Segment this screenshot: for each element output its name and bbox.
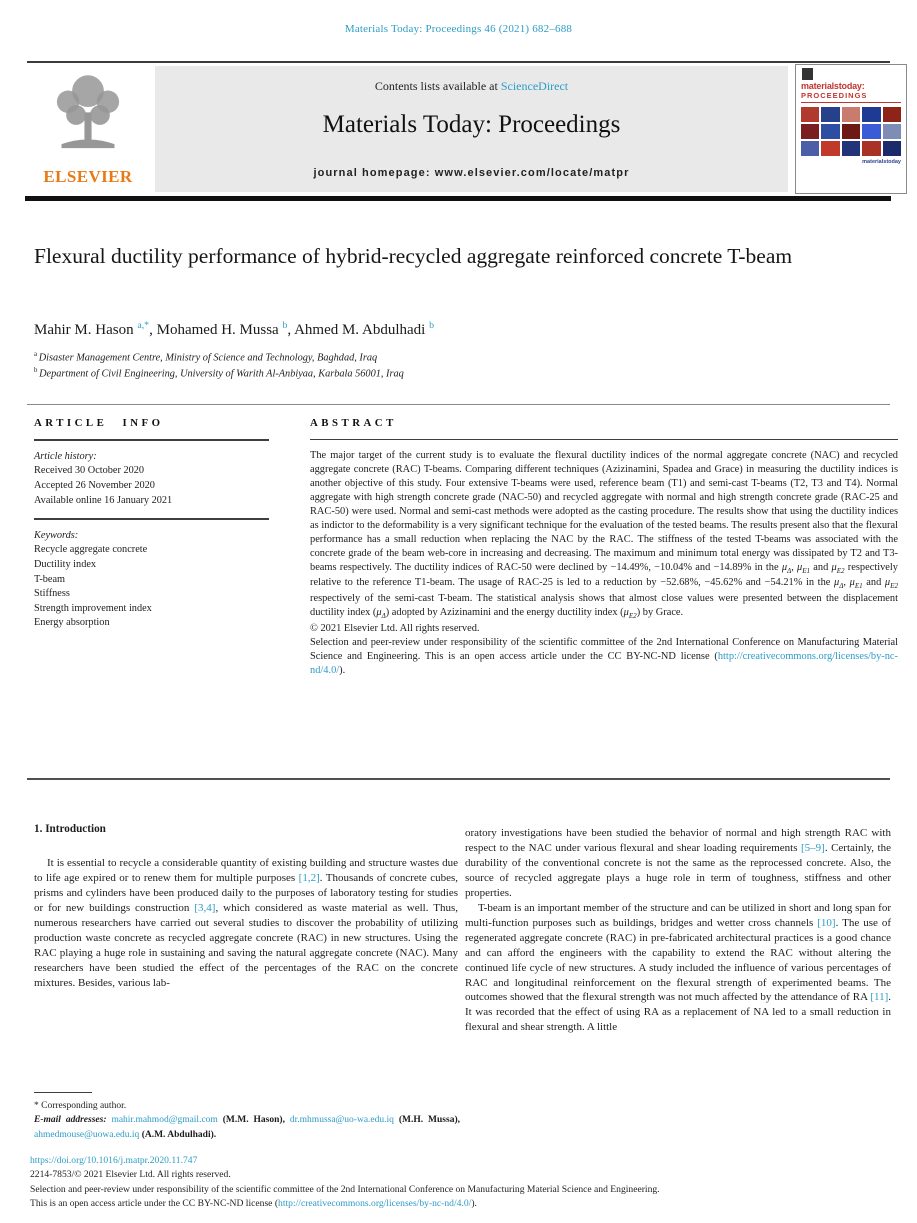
contents-line bbox=[155, 66, 788, 94]
intro-paragraph-right-1 bbox=[465, 826, 891, 901]
history-received: Received 30 October 2020 bbox=[34, 465, 145, 477]
cover-rule bbox=[801, 102, 901, 103]
cover-footer-text: materialstoday bbox=[862, 159, 901, 165]
cover-tile bbox=[883, 141, 901, 156]
cover-tile bbox=[801, 141, 819, 156]
cover-publisher-icon bbox=[802, 68, 813, 80]
text-segment: (M.H. Mussa), bbox=[393, 1115, 460, 1126]
inline-link[interactable]: b bbox=[429, 320, 434, 331]
text-segment: Department of Civil Engineering, University of Warith Al-Anbiyaa, Karbala 56001, Iraq bbox=[39, 368, 404, 380]
abstract-rule bbox=[310, 439, 898, 441]
inline-link[interactable]: a,* bbox=[137, 320, 150, 331]
inline-link[interactable]: [5–9] bbox=[801, 841, 825, 854]
text-segment: oratory investigations have been studied the behavior of normal and high strength RAC with respect to the NAC under various flexural and shear loading requirements bbox=[465, 827, 891, 854]
text-segment: E1 bbox=[854, 582, 863, 591]
issn-copyright-line: 2214-7853/© 2021 Elsevier Ltd. All rights reserved. bbox=[30, 1169, 231, 1181]
text-segment: μ bbox=[849, 577, 855, 589]
intro-paragraph-left bbox=[34, 856, 458, 991]
text-segment: μ bbox=[376, 607, 382, 619]
cover-tile bbox=[862, 107, 880, 122]
inline-link[interactable]: [10] bbox=[817, 916, 836, 929]
running-head-citation: Materials Today: Proceedings 46 (2021) 682–688 bbox=[344, 23, 573, 35]
inline-link[interactable]: http://creativecommons.org/licenses/by-nc-nd/4.0/ bbox=[310, 650, 898, 676]
keyword: Energy absorption bbox=[34, 617, 110, 629]
elsevier-wordmark: ELSEVIER bbox=[43, 167, 133, 186]
text-segment: ) by Grace. bbox=[636, 607, 684, 619]
elsevier-logo[interactable] bbox=[25, 70, 151, 190]
license-line bbox=[30, 1197, 894, 1211]
keyword: Stiffness bbox=[34, 588, 70, 600]
text-segment: , Mohamed H. Mussa bbox=[149, 322, 283, 338]
cover-title: materialstoday: bbox=[801, 81, 865, 91]
text-segment: b bbox=[34, 366, 40, 374]
text-segment: Selection and peer-review under responsibility of the scientific committee of the 2nd International Conference on Manufacturing Material Science and Engineering. This is an open access article under the CC BY-NC-ND license ( bbox=[310, 636, 898, 662]
cover-tile bbox=[842, 124, 860, 139]
text-segment: (M.M. Hason), bbox=[217, 1115, 290, 1126]
elsevier-tree-icon bbox=[45, 70, 131, 160]
text-segment: μ bbox=[623, 607, 629, 619]
article-history-label: Article history: bbox=[34, 450, 97, 462]
selection-line: Selection and peer-review under responsibility of the scientific committee of the 2nd International Conference on Manufacturing Material Science and Engineering. bbox=[30, 1183, 660, 1195]
affiliations bbox=[34, 350, 884, 382]
affiliation-b bbox=[34, 366, 884, 382]
text-segment: T-beam is an important member of the structure and can be utilized in short and long span for multi-function purposes such as buildings, bridges and wetter cross channels bbox=[465, 901, 891, 929]
article-title: Flexural ductility performance of hybrid-recycled aggregate reinforced concrete T-beam bbox=[34, 244, 793, 268]
cover-subtitle: PROCEEDINGS bbox=[801, 91, 868, 100]
top-divider bbox=[27, 61, 890, 63]
text-segment: ). bbox=[339, 664, 346, 676]
keywords-rule bbox=[34, 518, 269, 520]
text-segment: μ bbox=[781, 561, 788, 573]
inline-link[interactable]: dr.mhmussa@uo-wa.edu.iq bbox=[289, 1115, 394, 1126]
cover-tile bbox=[821, 107, 839, 122]
intro-left-column bbox=[34, 822, 458, 991]
keyword: T-beam bbox=[34, 573, 66, 585]
text-segment: Contents lists available at bbox=[374, 79, 501, 93]
cover-tile bbox=[883, 124, 901, 139]
email-addresses-line bbox=[34, 1113, 460, 1142]
text-segment: respectively relative to the reference T1-beam. The usage of RAC-25 is led to a reduction by −52.68%, −45.62% and −54.21% in the bbox=[310, 561, 899, 589]
section-heading-introduction: 1. Introduction bbox=[34, 823, 106, 835]
body-top-rule bbox=[27, 778, 890, 780]
author-list bbox=[34, 320, 884, 339]
cover-tile bbox=[801, 124, 819, 139]
journal-masthead bbox=[155, 66, 788, 192]
page-footer bbox=[30, 1154, 894, 1212]
abstract-heading: ABSTRACT bbox=[310, 417, 397, 429]
inline-link[interactable]: b bbox=[282, 320, 288, 331]
cover-tile bbox=[821, 141, 839, 156]
inline-link[interactable]: mahir.mahmod@gmail.com bbox=[111, 1115, 218, 1126]
history-available: Available online 16 January 2021 bbox=[34, 494, 173, 506]
text-segment: μ bbox=[834, 577, 840, 589]
text-segment: μ bbox=[884, 577, 891, 589]
inline-link[interactable]: [11] bbox=[870, 991, 889, 1004]
masthead-bottom-bar bbox=[25, 196, 891, 201]
journal-homepage-link[interactable]: journal homepage: www.elsevier.com/locate/matpr bbox=[313, 167, 630, 179]
text-segment: . The use of regenerated aggregate concrete (RAC) in pre-fabricated architectural practices is a good chance and can afford the engineers with the capability to extend the RAC without altering the continued life cycle of new structures. A study included the influence of various percentages of RAC and longitudinal reinforcement on the flexural strength of experimented beams. The outcomes showed that the flexural strength was not much affected by the attendance of RA bbox=[465, 916, 891, 1004]
journal-cover-thumbnail[interactable] bbox=[795, 64, 907, 194]
abstract-body bbox=[310, 449, 898, 622]
journal-title: Materials Today: Proceedings bbox=[322, 111, 621, 138]
keyword: Ductility index bbox=[34, 558, 97, 570]
text-segment: E2 bbox=[836, 566, 845, 575]
article-info-rule bbox=[34, 439, 269, 441]
text-segment: Δ bbox=[839, 582, 844, 591]
text-segment: , which considered as waste material as well. Thus, numerous researchers have carried out several studies to discover the probability of utilizing production waste concrete as recycled aggregate concrete (RAC) in new structures. Using the RAC playing a huge role in sustaining and saving the natural aggregate concrete (NAC). Many researchers have been studied the effect of the percentages of the RAC on the concrete mixtures. Besides, various lab- bbox=[34, 902, 458, 989]
text-segment: (A.M. Abdulhadi). bbox=[139, 1129, 217, 1140]
inline-link[interactable]: ScienceDirect bbox=[500, 79, 569, 93]
text-segment: Δ bbox=[787, 566, 792, 575]
abstract-copyright: © 2021 Elsevier Ltd. All rights reserved. bbox=[310, 622, 480, 634]
info-abstract-top-rule bbox=[27, 404, 890, 405]
text-segment: , bbox=[791, 561, 797, 573]
corresponding-author-footnote bbox=[34, 1092, 460, 1142]
text-segment: E-mail addresses: bbox=[34, 1115, 112, 1126]
inline-link[interactable]: [1,2] bbox=[298, 872, 320, 885]
abstract-column bbox=[310, 416, 898, 678]
text-segment: Mahir M. Hason bbox=[34, 322, 138, 338]
cover-tile bbox=[801, 107, 819, 122]
text-segment: . Certainly, the durability of the conventional concrete is not the same as the reprocessed concrete. Also, the source of recycled aggregate plays a huge role in term of toughness, stiffness and other properties. bbox=[465, 841, 891, 899]
text-segment: E1 bbox=[802, 566, 811, 575]
doi-link[interactable]: https://doi.org/10.1016/j.matpr.2020.11.747 bbox=[30, 1155, 198, 1166]
text-segment: μ bbox=[831, 561, 837, 573]
cover-tile-grid bbox=[801, 107, 901, 156]
cover-tile bbox=[883, 107, 901, 122]
text-segment: E2 bbox=[890, 582, 898, 591]
intro-paragraph-right-2 bbox=[465, 901, 891, 1036]
text-segment: ) adopted by Azizinamini and the energy ductility index ( bbox=[385, 607, 624, 619]
abstract-selection-note bbox=[310, 636, 898, 678]
history-accepted: Accepted 26 November 2020 bbox=[34, 480, 155, 492]
text-segment: This is an open access article under the CC BY-NC-ND license ( bbox=[30, 1198, 279, 1210]
cover-tile bbox=[842, 107, 860, 122]
inline-link[interactable]: ahmedmouse@uowa.edu.iq bbox=[34, 1129, 140, 1140]
text-segment: , Ahmed M. Abdulhadi bbox=[287, 322, 430, 338]
corresponding-author-line: * Corresponding author. bbox=[34, 1101, 127, 1111]
keyword: Strength improvement index bbox=[34, 602, 152, 614]
keywords-label: Keywords: bbox=[34, 529, 79, 541]
keyword: Recycle aggregate concrete bbox=[34, 544, 148, 556]
text-segment: respectively of the semi-cast T-beam. The statistical analysis shows that almost close values were presented between the displacement ductility index ( bbox=[310, 593, 898, 619]
text-segment: It is essential to recycle a considerable quantity of existing building and structure wastes due to life age expired or to renew them for multiple purposes bbox=[34, 857, 458, 885]
text-segment: Δ bbox=[381, 612, 386, 621]
article-info-heading: ARTICLE INFO bbox=[34, 417, 164, 429]
inline-link[interactable]: http://creativecommons.org/licenses/by-nc-nd/4.0/ bbox=[278, 1198, 472, 1210]
footnote-rule bbox=[34, 1092, 92, 1093]
text-segment: The major target of the current study is to evaluate the flexural ductility indices of the normal aggregate concrete (NAC) and recycled aggregate concrete (RAC) T-beams. Comparing different techniques (Azizinamini, Spadea and Grace) in measuring the ductility indices is another objective of this study. Four extensive T-beams were used, reference beam (T1) and semi-cast T-beams (T2, T3 and T4). Normal aggregate with high strength concrete grade (NAC-50) and recycled aggregate with normal and high strength concrete grade (RAC-25 and RAC-50) were used. Normal and semi-cast methods were adopted as the casting procedure. The results show that using the ductility indices as indictor to the deformability is a very significant technique for the evaluation of the tested beams. The results present also that the flexural performance has a small reduction when replacing the NAC by the RAC. The stiffness of the tested T-beams was associated with the concrete grade of the beam web-core in increasing and decreasing. The maximum and minimum total energy was dissipated by T2 and T3-beams respectively. The ductility indices of RAC-50 were declined by −14.49%, −10.04% and −14.89% in the bbox=[310, 450, 898, 573]
article-info-column bbox=[34, 416, 269, 631]
text-segment: . It was recorded that the effect of using RA as a replacement of NA led to a small reduction in flexural and shear strength. A little bbox=[465, 991, 891, 1034]
cover-tile bbox=[862, 141, 880, 156]
inline-link[interactable]: [3,4] bbox=[194, 902, 216, 915]
text-segment: μ bbox=[797, 561, 803, 573]
text-segment: E2 bbox=[628, 612, 637, 621]
text-segment: and bbox=[810, 561, 832, 573]
affiliation-a bbox=[34, 350, 884, 366]
text-segment: and bbox=[862, 577, 885, 589]
intro-right-column bbox=[465, 826, 891, 1035]
text-segment: a bbox=[34, 351, 39, 358]
cover-tile bbox=[842, 141, 860, 156]
cover-tile bbox=[821, 124, 839, 139]
text-segment: , bbox=[843, 577, 850, 589]
text-segment: ). bbox=[471, 1198, 477, 1210]
text-segment: Disaster Management Centre, Ministry of Science and Technology, Baghdad, Iraq bbox=[38, 352, 378, 364]
cover-tile bbox=[862, 124, 880, 139]
text-segment: . Thousands of concrete cubes, prisms and cylinders have been produced daily to the purposes of laboratory testing for studies or for new buildings construction bbox=[34, 872, 458, 915]
